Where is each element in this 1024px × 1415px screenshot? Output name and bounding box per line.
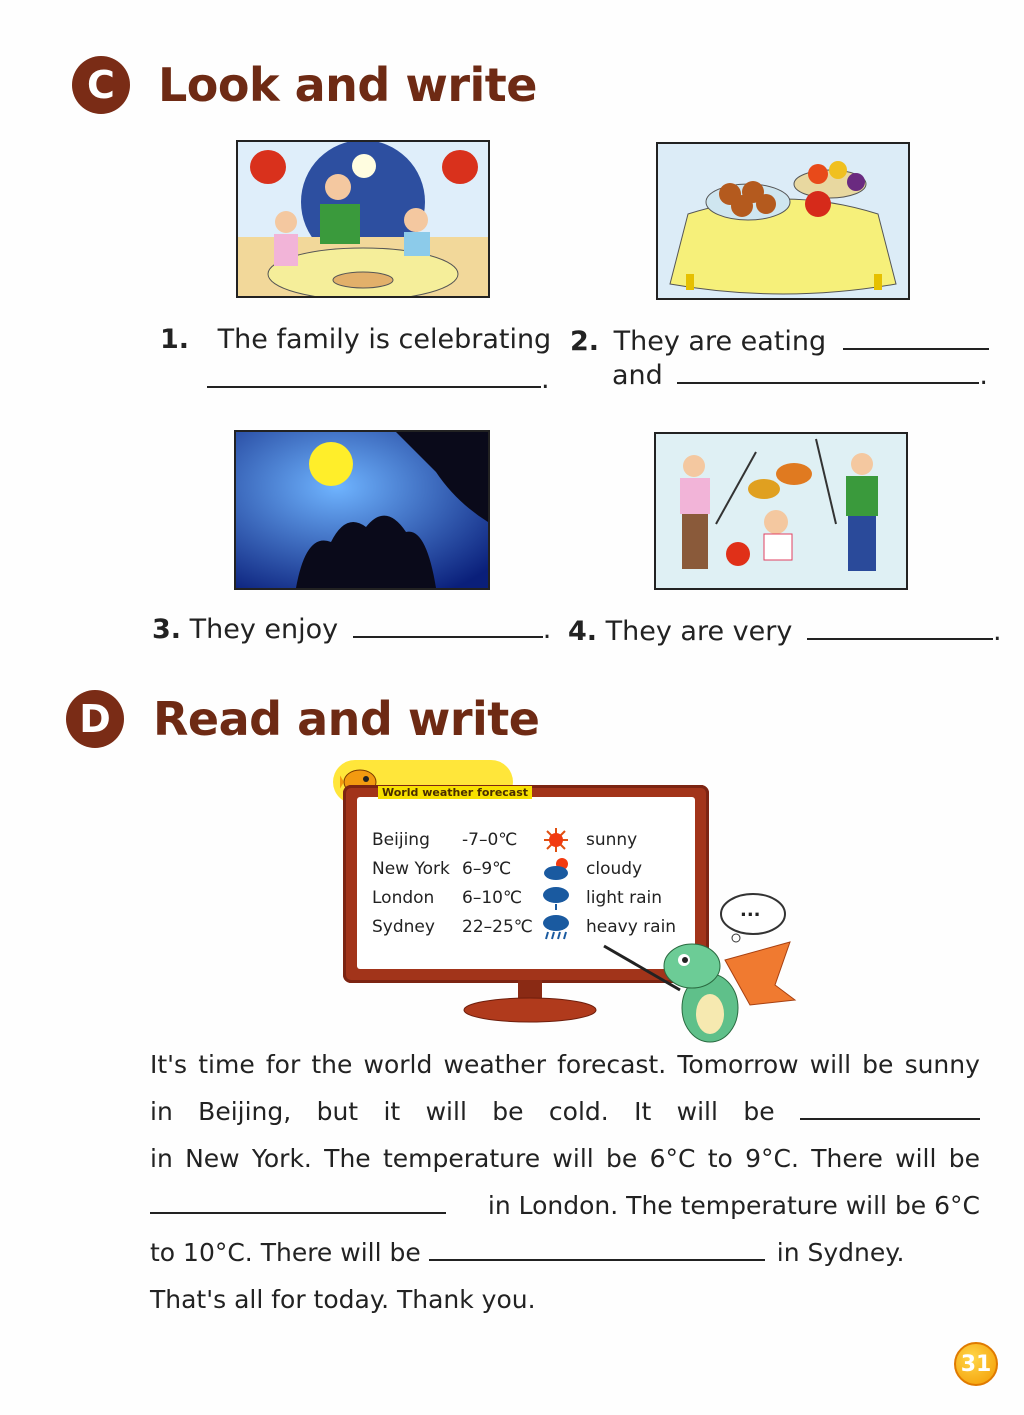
passage-word: The <box>324 1144 371 1173</box>
city: New York <box>372 858 450 879</box>
passage-text: That's all for today. Thank you. <box>150 1285 536 1314</box>
heavy-rain-icon <box>542 914 586 940</box>
condition: sunny <box>586 829 638 850</box>
city: London <box>372 887 435 908</box>
condition: heavy rain <box>586 916 677 937</box>
passage-word: time <box>198 1050 255 1079</box>
passage-line <box>150 1238 980 1278</box>
city: Beijing <box>372 829 430 850</box>
passage-word: be <box>948 1144 980 1173</box>
cloud-icon <box>542 856 586 882</box>
passage-word: be <box>606 1144 638 1173</box>
answer-blank[interactable] <box>843 347 989 350</box>
question-text: The family is celebrating <box>217 324 552 355</box>
passage-word: Tomorrow <box>677 1050 799 1079</box>
sun-icon <box>542 827 586 853</box>
answer-blank[interactable] <box>429 1258 765 1261</box>
light-rain-icon <box>542 885 586 911</box>
question-4 <box>568 616 1002 647</box>
answer-blank[interactable] <box>150 1211 446 1214</box>
question-3 <box>152 614 551 645</box>
section-d-title: Read and write <box>153 692 540 746</box>
question-text: They are eating <box>613 326 827 357</box>
question-text: and <box>612 360 663 391</box>
period: . <box>979 360 988 391</box>
passage-text: in Sydney. <box>776 1238 905 1267</box>
passage-word: be <box>492 1097 524 1126</box>
picture-family-dinner <box>236 140 490 298</box>
city: Sydney <box>372 916 435 937</box>
question-2 <box>570 326 989 357</box>
passage-word: will <box>676 1097 718 1126</box>
passage-word: but <box>316 1097 359 1126</box>
passage-text: to 10°C. There will be <box>150 1238 421 1267</box>
period: . <box>541 364 550 395</box>
question-1 <box>160 324 551 355</box>
passage-word: sunny <box>904 1050 980 1079</box>
passage-word: it <box>383 1097 401 1126</box>
section-c-badge: C <box>72 56 130 114</box>
passage-word: world <box>363 1050 433 1079</box>
temperature: 22–25℃ <box>462 916 533 937</box>
passage-word: in <box>150 1144 173 1173</box>
passage-word: 9°C. <box>745 1144 799 1173</box>
question-text: They enjoy <box>189 614 339 645</box>
passage-word: for <box>265 1050 301 1079</box>
question-number: 4. <box>568 616 598 647</box>
temperature: 6–10℃ <box>462 887 523 908</box>
passage-word: will <box>895 1144 937 1173</box>
passage-word: be <box>743 1097 775 1126</box>
passage-word: in <box>150 1097 173 1126</box>
condition: light rain <box>586 887 662 908</box>
passage-word: It <box>634 1097 652 1126</box>
passage-word: It's <box>150 1050 188 1079</box>
passage-word: to <box>707 1144 733 1173</box>
picture-food-table <box>656 142 910 300</box>
section-d-badge: D <box>66 690 124 748</box>
passage-text: in London. The temperature will be 6°C <box>487 1191 980 1220</box>
question-number: 1. <box>160 324 190 355</box>
passage-word: will <box>425 1097 467 1126</box>
question-text: They are very <box>605 616 793 647</box>
passage-line <box>150 1050 980 1090</box>
speech-bubble-text: ... <box>740 900 761 921</box>
question-1-answer-line <box>207 364 550 395</box>
passage-line <box>150 1191 980 1231</box>
passage-word: forecast. <box>557 1050 667 1079</box>
question-number: 3. <box>152 614 182 645</box>
passage-word: cold. <box>548 1097 609 1126</box>
question-2-line2 <box>612 360 988 391</box>
passage-word: the <box>311 1050 353 1079</box>
answer-blank[interactable] <box>800 1117 980 1120</box>
period: . <box>542 614 552 645</box>
answer-blank[interactable] <box>677 381 979 384</box>
answer-blank[interactable] <box>353 635 543 638</box>
answer-blank[interactable] <box>207 385 541 388</box>
passage-word: York. <box>251 1144 312 1173</box>
passage-word: 6°C <box>649 1144 696 1173</box>
passage-word: will <box>809 1050 852 1079</box>
passage-line <box>150 1144 980 1184</box>
answer-blank[interactable] <box>807 637 993 640</box>
temperature: 6–9℃ <box>462 858 512 879</box>
passage-word: New <box>185 1144 240 1173</box>
passage-line <box>150 1285 980 1325</box>
forecast-title: World weather forecast <box>378 786 532 799</box>
tv-stand <box>460 980 600 1024</box>
page-number: 31 <box>954 1342 998 1386</box>
condition: cloudy <box>586 858 643 879</box>
passage-word: There <box>811 1144 883 1173</box>
passage-word: be <box>862 1050 894 1079</box>
section-c-title: Look and write <box>158 58 537 112</box>
forecast-row <box>372 825 686 854</box>
question-number: 2. <box>570 326 600 357</box>
period: . <box>992 616 1002 647</box>
picture-moon-night <box>234 430 490 590</box>
passage-line <box>150 1097 980 1137</box>
passage-word: temperature <box>382 1144 541 1173</box>
forecast-row <box>372 854 686 883</box>
passage-word: weather <box>443 1050 546 1079</box>
temperature: -7–0℃ <box>462 829 518 850</box>
passage-word: Beijing, <box>198 1097 292 1126</box>
passage-word: will <box>552 1144 594 1173</box>
passage <box>150 1050 980 1340</box>
picture-lantern-play <box>654 432 908 590</box>
